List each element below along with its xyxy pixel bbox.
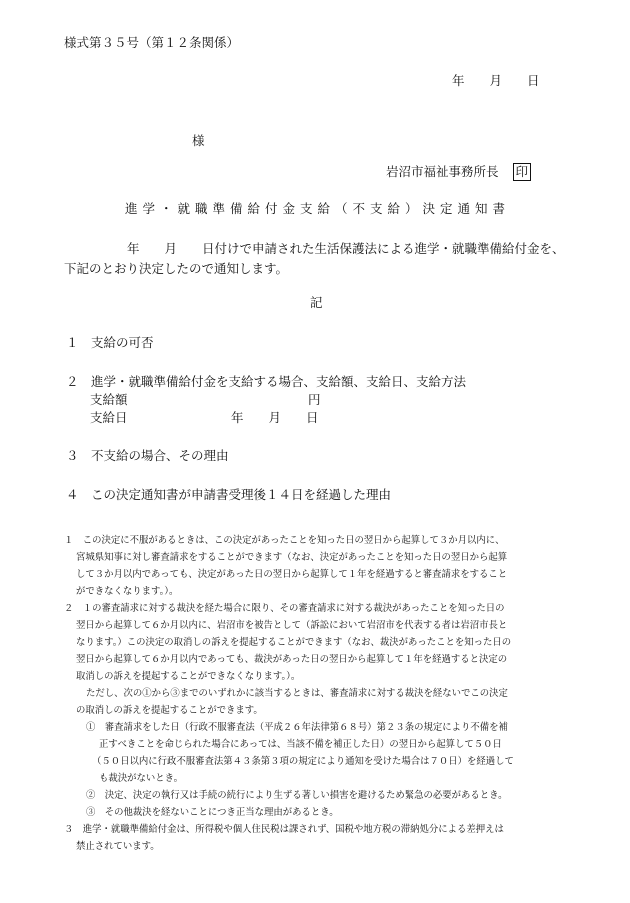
note-1-line-3: して３か月以内であっても、決定があった日の翌日から起算して１年を経過すると審査請求をすること (76, 569, 508, 580)
condition-2: ② 決定、決定の執行又は手続の続行により生ずる著しい損害を避けるため緊急の必要があるとき。 (86, 790, 508, 801)
amount-label: 支給額 (90, 392, 128, 407)
condition-1-line-1: ① 審査請求をした日（行政不服審査法（平成２６年法律第６８号）第２３条の規定により不備を補 (86, 722, 508, 733)
condition-1-line-3: （５０日以内に行政不服審査法第４３条第３項の規定により通知を受けた場合は７０日）を経過して (92, 756, 514, 767)
document-title: 進学・就職準備給付金支給（不支給）決定通知書 (125, 201, 511, 216)
amount-unit: 円 (308, 392, 321, 407)
note-1-line-4: ができなくなります。）。 (76, 586, 179, 597)
condition-1-line-2: 正すべきことを命じられた場合にあっては、当該不備を補正した日）の翌日から起算して５０日 (99, 739, 502, 750)
item-4: ４ この決定通知書が申請書受理後１４日を経過した理由 (66, 487, 392, 502)
note-3-line-1: ３ 進学・就職準備給付金は、所得税や個人住民税は課されず、国税や地方税の滞納処分による差押えは (64, 824, 504, 835)
intro-line-1: 年 月 日付けで申請された生活保護法による進学・就職準備給付金を、 (127, 241, 565, 256)
note-2-proviso-line-1: ただし、次の①から③までのいずれかに該当するときは、審査請求に対する裁決を経ないでこの決定 (86, 688, 508, 699)
item-2: ２ 進学・就職準備給付金を支給する場合、支給額、支給日、支給方法 (66, 374, 467, 389)
seal-stamp: 印 (513, 163, 532, 181)
item-3: ３ 不支給の場合、その理由 (66, 448, 229, 463)
ki-marker: 記 (310, 295, 323, 310)
item-1: １ 支給の可否 (66, 335, 154, 350)
note-1-line-1: １ この決定に不服があるときは、この決定があったことを知った日の翌日から起算して３か月以内に、 (64, 535, 505, 546)
note-2-line-1: ２ １の審査請求に対する裁決を経た場合に限り、その審査請求に対する裁決があったことを知った日の (64, 603, 505, 614)
payment-date-fields: 年 月 日 (231, 410, 319, 425)
note-2-line-5: 取消しの訴えを提起することができなくなります。）。 (76, 671, 301, 682)
issuer-line (386, 162, 531, 181)
payment-date-label: 支給日 (90, 410, 128, 425)
condition-1-line-4: も裁決がないとき。 (99, 773, 184, 784)
issuer-name: 岩沼市福祉事務所長 (386, 164, 499, 179)
form-number: 様式第３５号（第１２条関係） (64, 35, 240, 50)
note-2-line-2: 翌日から起算して６か月以内に、岩沼市を被告として（訴訟において岩沼市を代表する者は岩沼市長と (76, 620, 508, 631)
note-2-line-3: なります。）この決定の取消しの訴えを提起することができます（なお、裁決があったことを知った日の (76, 637, 512, 648)
note-2-line-4: 翌日から起算して６か月以内であっても、裁決があった日の翌日から起算して１年を経過すると決定の (76, 654, 508, 665)
note-2-proviso-line-2: の取消しの訴えを提起することができます。 (76, 705, 263, 716)
issue-date: 年 月 日 (452, 73, 540, 88)
intro-line-2: 下記のとおり決定したので通知します。 (64, 261, 289, 276)
addressee-suffix: 様 (192, 133, 205, 148)
condition-3: ③ その他裁決を経ないことにつき正当な理由があるとき。 (86, 807, 339, 818)
note-1-line-2: 宮城県知事に対し審査請求をすることができます（なお、決定があったことを知った日の翌日から起算 (76, 552, 508, 563)
note-3-line-2: 禁止されています。 (76, 841, 160, 852)
